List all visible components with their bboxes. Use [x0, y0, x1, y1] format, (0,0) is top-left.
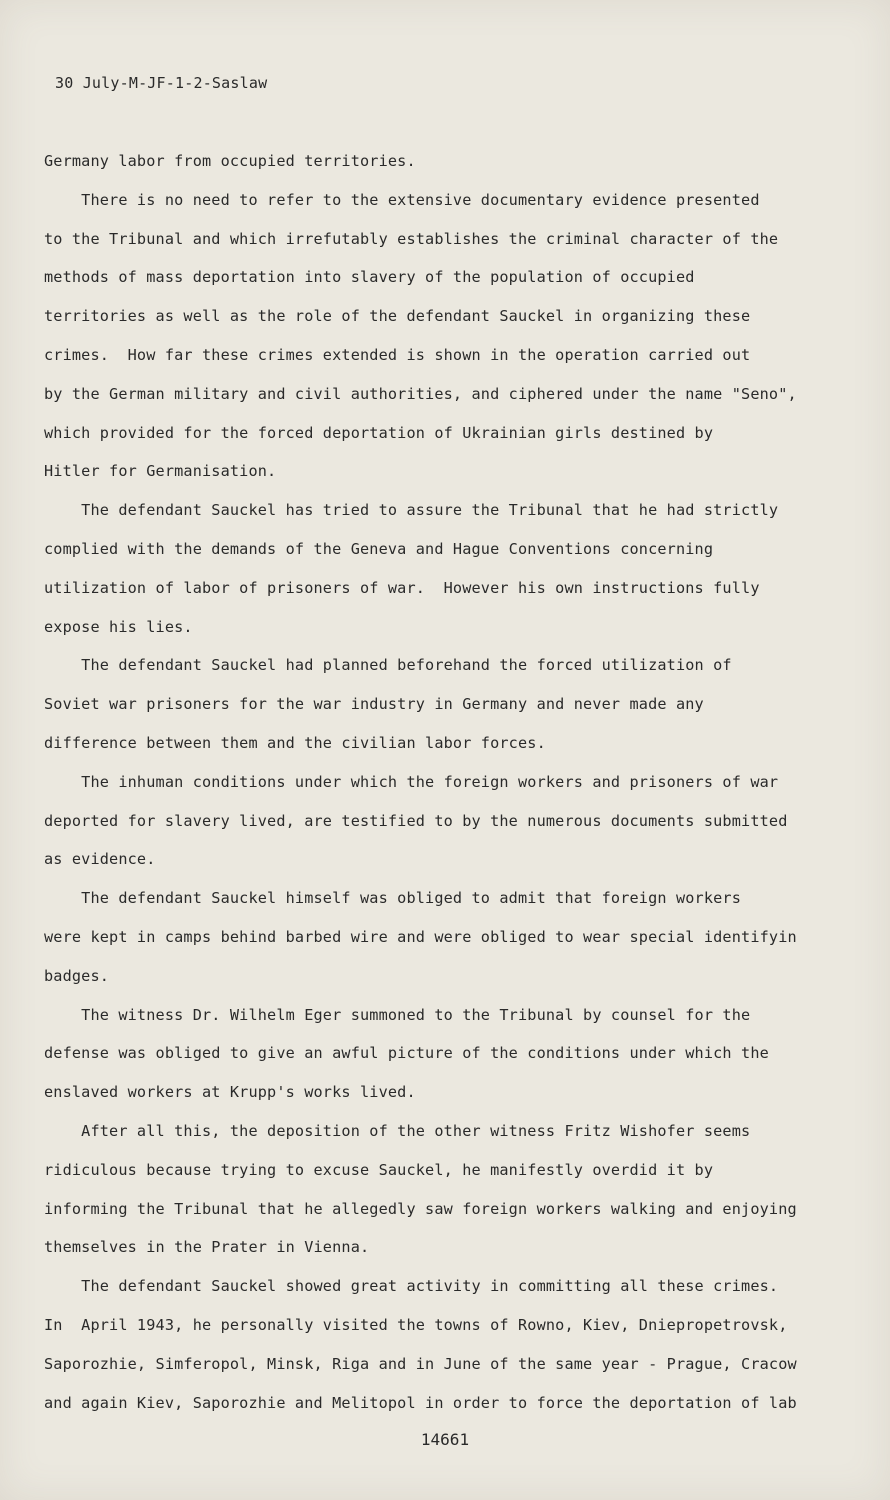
text-line: themselves in the Prater in Vienna.	[44, 1238, 370, 1257]
text-line: The defendant Sauckel showed great activity in committing all these crimes.	[44, 1277, 779, 1296]
text-line: informing the Tribunal that he allegedly saw foreign workers walking and enjoying	[44, 1199, 797, 1218]
text-line: Hitler for Germanisation.	[44, 462, 277, 481]
text-line: defense was obliged to give an awful picture of the conditions under which the	[44, 1044, 769, 1063]
text-line: were kept in camps behind barbed wire and were obliged to wear special identifyin	[44, 927, 797, 946]
text-line: utilization of labor of prisoners of war. However his own instructions fully	[44, 578, 760, 597]
text-line: which provided for the forced deportation of Ukrainian girls destined by	[44, 423, 714, 442]
text-line: ridiculous because trying to excuse Sauckel, he manifestly overdid it by	[44, 1160, 714, 1179]
page-number: 14661	[420, 1430, 470, 1449]
text-line: The inhuman conditions under which the foreign workers and prisoners of war	[44, 772, 779, 791]
text-line: There is no need to refer to the extensive documentary evidence presented	[44, 190, 760, 209]
text-line: The defendant Sauckel has tried to assure the Tribunal that he had strictly	[44, 501, 779, 520]
text-line: Soviet war prisoners for the war industry in Germany and never made any	[44, 695, 704, 714]
text-line: deported for slavery lived, are testified to by the numerous documents submitted	[44, 811, 788, 830]
text-line: expose his lies.	[44, 617, 193, 636]
text-line: badges.	[44, 966, 110, 985]
text-line: complied with the demands of the Geneva and Hague Conventions concerning	[44, 539, 714, 558]
text-line: as evidence.	[44, 850, 156, 869]
text-line: difference between them and the civilian labor forces.	[44, 733, 546, 752]
text-line: to the Tribunal and which irrefutably establishes the criminal character of the	[44, 229, 779, 248]
text-line: Germany labor from occupied territories.	[44, 152, 416, 170]
text-line: Saporozhie, Simferopol, Minsk, Riga and in June of the same year - Prague, Cracow	[44, 1354, 797, 1373]
text-line: methods of mass deportation into slavery of the population of occupied	[44, 268, 695, 287]
text-line: by the German military and civil authorities, and ciphered under the name "Seno",	[44, 384, 797, 403]
text-line: In April 1943, he personally visited the towns of Rowno, Kiev, Dniepropetrovsk,	[44, 1315, 788, 1334]
document-body	[44, 142, 824, 1422]
text-line: After all this, the deposition of the other witness Fritz Wishofer seems	[44, 1121, 751, 1140]
document-header: 30 July-M-JF-1-2-Saslaw	[55, 74, 268, 92]
text-line: territories as well as the role of the defendant Sauckel in organizing these	[44, 307, 751, 326]
text-line: and again Kiev, Saporozhie and Melitopol in order to force the deportation of lab	[44, 1393, 797, 1412]
text-line: The witness Dr. Wilhelm Eger summoned to the Tribunal by counsel for the	[44, 1005, 751, 1024]
text-line: The defendant Sauckel himself was obliged to admit that foreign workers	[44, 889, 742, 908]
text-line: The defendant Sauckel had planned beforehand the forced utilization of	[44, 656, 732, 675]
text-line: enslaved workers at Krupp's works lived.	[44, 1083, 416, 1102]
text-line: crimes. How far these crimes extended is shown in the operation carried out	[44, 345, 751, 364]
